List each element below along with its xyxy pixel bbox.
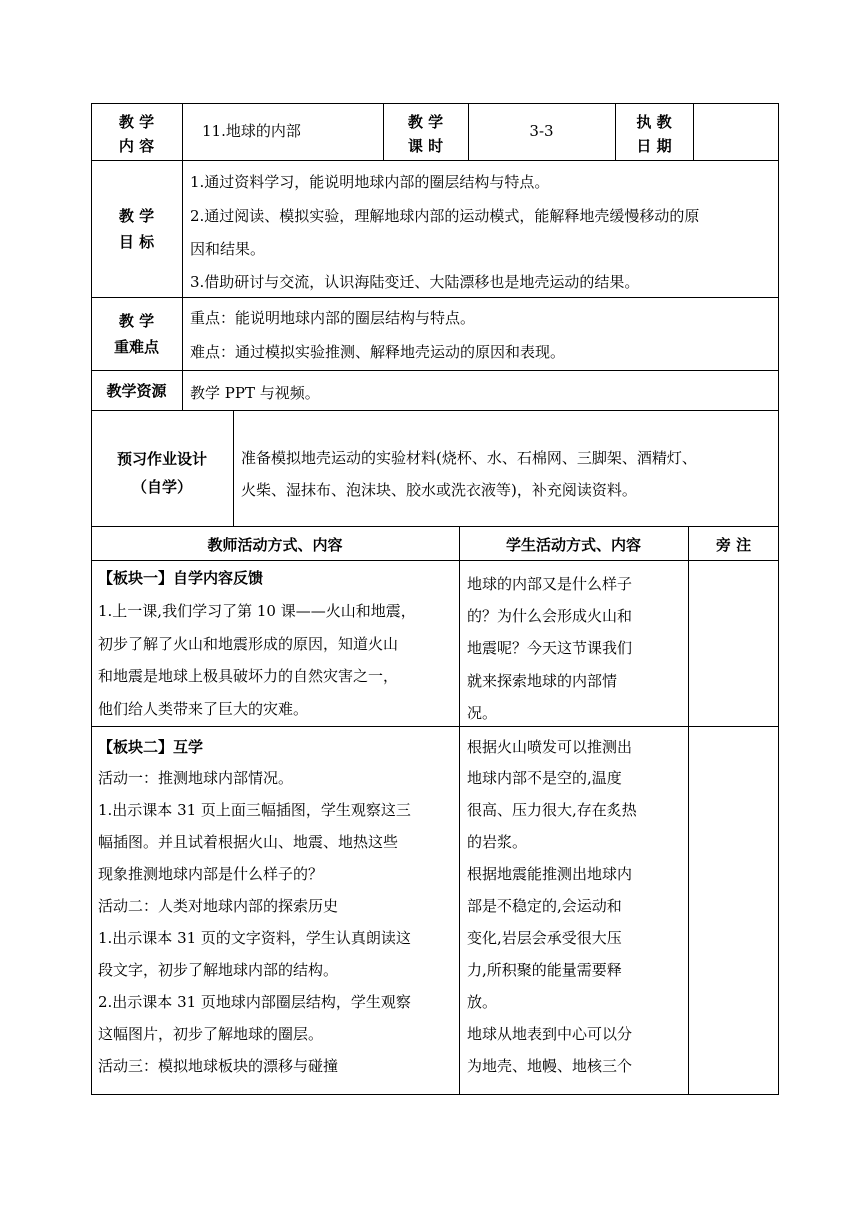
row-divider [91,560,779,561]
notes-column-header: 旁 注 [715,536,752,554]
block1-teacher-line: 1.上一课,我们学习了第 10 课——火山和地震， [98,602,416,620]
col-divider [688,526,689,1095]
block1-teacher-line: 初步了解了火山和地震形成的原因，知道火山 [98,635,399,653]
row-divider [91,370,779,371]
block1-title: 【板块一】自学内容反馈 [98,569,264,587]
block2-teacher-line: 1.出示课本 31 页上面三幅插图，学生观察这三 [98,801,411,819]
block2-student-line: 部是不稳定的,会运动和 [467,897,622,915]
keypoint-line: 难点：通过模拟实验推测、解释地壳运动的原因和表现。 [190,343,566,361]
block2-student-line: 很高、压力很大,存在炙热 [467,801,637,819]
block2-teacher-line: 活动一：推测地球内部情况。 [98,769,294,787]
date-label: 执 教 日 期 [636,113,672,155]
block1-student-line: 地球的内部又是什么样子 [467,575,633,593]
row-divider [91,526,779,527]
row-divider [91,726,779,727]
content-label: 教 学 内 容 [118,113,155,155]
col-divider [182,103,183,410]
block2-teacher-line: 幅插图。并且试着根据火山、地震、地热这些 [98,833,399,851]
block2-student-line: 力,所积聚的能量需要释 [467,961,622,979]
teacher-column-header: 教师活动方式、内容 [207,536,343,554]
block1-teacher-line: 和地震是地球上极具破坏力的自然灾害之一， [98,667,399,685]
block1-student-line: 况。 [467,704,498,722]
goal-line: 1.通过资料学习，能说明地球内部的圈层结构与特点。 [190,173,550,191]
block2-teacher-line: 现象推测地球内部是什么样子的？ [98,865,324,883]
block1-student-line: 就来探索地球的内部情 [467,672,618,690]
keypoint-line: 重点：能说明地球内部的圈层结构与特点。 [190,309,476,327]
row-divider [91,297,779,298]
block2-student-line: 变化,岩层会承受很大压 [467,929,622,947]
block2-teacher-line: 这幅图片，初步了解地球的圈层。 [98,1025,324,1043]
goal-line: 3.借助研讨与交流，认识海陆变迁、大陆漂移也是地壳运动的结果。 [190,273,640,291]
block2-student-line: 地球从地表到中心可以分 [467,1025,633,1043]
block2-teacher-line: 活动三：模拟地球板块的漂移与碰撞 [98,1057,339,1075]
block2-student-line: 地球内部不是空的,温度 [467,769,622,787]
goal-line: 2.通过阅读、模拟实验，理解地球内部的运动模式，能解释地壳缓慢移动的原 [190,207,700,225]
resources-value: 教学 PPT 与视频。 [190,384,320,402]
block2-teacher-line: 2.出示课本 31 页地球内部圈层结构，学生观察 [98,993,411,1011]
block2-student-line: 根据火山喷发可以推测出 [467,738,633,756]
col-divider [233,410,234,526]
col-divider [459,526,460,1095]
goal-line: 因和结果。 [190,240,266,258]
block1-student-line: 地震呢？今天这节课我们 [467,639,633,657]
block2-teacher-line: 段文字，初步了解地球内部的结构。 [98,961,339,979]
col-divider [693,103,694,160]
block1-teacher-line: 他们给人类带来了巨大的灾难。 [98,700,309,718]
hours-value: 3-3 [529,122,554,140]
block2-student-line: 放。 [467,993,498,1011]
goals-label: 教 学 目 标 [118,207,155,251]
resources-label: 教学资源 [106,382,167,400]
preview-line: 准备模拟地壳运动的实验材料(烧杯、水、石棉网、三脚架、酒精灯、 [241,449,697,467]
block2-student-line: 根据地震能推测出地球内 [467,865,633,883]
block2-student-line: 的岩浆。 [467,833,528,851]
block2-teacher-line: 活动二：人类对地球内部的探索历史 [98,897,339,915]
lesson-title: 11.地球的内部 [202,122,301,140]
student-column-header: 学生活动方式、内容 [505,536,641,554]
row-divider [91,410,779,411]
block2-student-line: 为地壳、地幔、地核三个 [467,1057,633,1075]
row-divider [91,160,779,161]
keypoints-label: 教 学 重难点 [113,312,159,356]
block1-student-line: 的？为什么会形成火山和 [467,607,633,625]
hours-label: 教 学 课 时 [407,113,444,155]
preview-label: 预习作业设计 （自学） [116,450,207,496]
block2-title: 【板块二】互学 [98,738,204,756]
block2-teacher-line: 1.出示课本 31 页的文字资料，学生认真朗读这 [98,929,411,947]
preview-line: 火柴、湿抹布、泡沫块、胶水或洗衣液等)，补充阅读资料。 [241,481,637,499]
